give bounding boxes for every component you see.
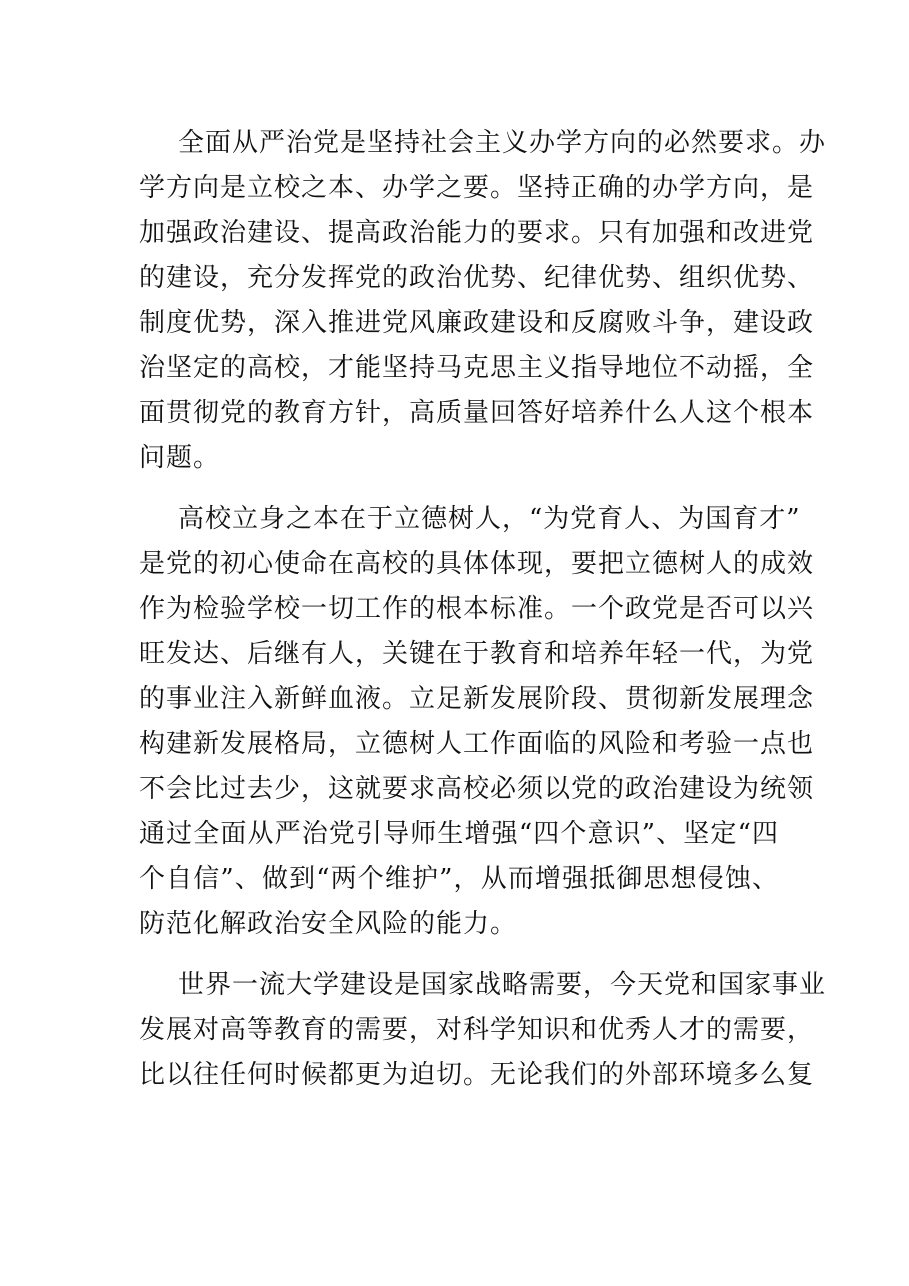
text-line: 通过全面从严治党引导师生增强“四个意识”、坚定“四 [139,819,779,849]
paragraph-3 [139,963,827,1098]
text-line: 防范化解政治安全风险的能力。 [139,909,518,939]
text-line: 是党的初心使命在高校的具体体现，要把立德树人的成效 [139,549,815,579]
text-line: 面贯彻党的教育方针，高质量回答好培养什么人这个根本 [139,398,815,428]
text-line: 旺发达、后继有人，关键在于教育和培养年轻一代，为党 [139,639,815,669]
text-line: 个自信”、做到“两个维护”，从而增强抵御思想侵蚀、 [139,864,779,894]
paragraph-2 [139,497,815,947]
text-line: 制度优势，深入推进党风廉政建设和反腐败斗争，建设政 [139,308,815,338]
text-line: 加强政治建设、提高政治能力的要求。只有加强和改进党 [139,218,815,248]
text-line: 世界一流大学建设是国家战略需要，今天党和国家事业 [178,970,827,1000]
text-line: 学方向是立校之本、办学之要。坚持正确的办学方向，是 [139,173,815,203]
text-line: 比以往任何时候都更为迫切。无论我们的外部环境多么复 [139,1060,815,1090]
text-line: 不会比过去少，这就要求高校必须以党的政治建设为统领 [139,774,815,804]
text-line: 发展对高等教育的需要，对科学知识和优秀人才的需要， [139,1015,815,1045]
text-line: 作为检验学校一切工作的根本标准。一个政党是否可以兴 [139,594,815,624]
paragraph-1 [139,121,827,481]
text-line: 全面从严治党是坚持社会主义办学方向的必然要求。办 [178,128,827,158]
document-body [139,121,827,1098]
text-line: 高校立身之本在于立德树人，“为党育人、为国育才” [178,504,801,534]
text-line: 问题。 [139,443,221,473]
text-line: 治坚定的高校，才能坚持马克思主义指导地位不动摇，全 [139,353,815,383]
text-line: 的建设，充分发挥党的政治优势、纪律优势、组织优势、 [139,263,815,293]
text-line: 的事业注入新鲜血液。立足新发展阶段、贯彻新发展理念 [139,684,815,714]
text-line: 构建新发展格局，立德树人工作面临的风险和考验一点也 [139,729,815,759]
